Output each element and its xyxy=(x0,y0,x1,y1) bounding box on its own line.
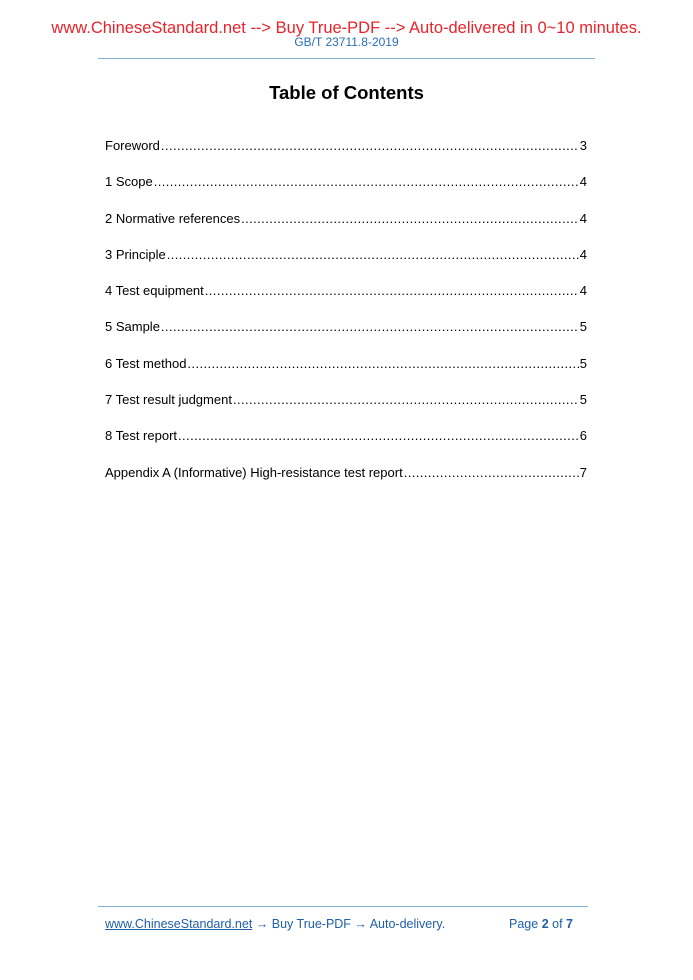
toc-entry[interactable] xyxy=(105,391,587,427)
toc-entry-label[interactable]: 7 Test result judgment xyxy=(105,392,232,408)
toc-entry[interactable] xyxy=(105,355,587,391)
page-indicator xyxy=(509,916,573,932)
footer-promo-text: → Buy True-PDF → Auto-delivery. xyxy=(252,917,446,931)
footer-divider xyxy=(98,906,588,907)
toc-entry-page[interactable]: 6 xyxy=(579,428,587,444)
toc-entry-label[interactable]: Appendix A (Informative) High-resistance test report xyxy=(105,464,403,480)
toc-entry-page[interactable]: 4 xyxy=(579,246,587,262)
toc-dot-leader xyxy=(205,282,579,300)
toc-entry-page[interactable]: 5 xyxy=(579,392,587,408)
promo-banner[interactable]: www.ChineseStandard.net --> Buy True-PDF --> Auto-delivered in 0~10 minutes. xyxy=(51,19,642,37)
table-of-contents xyxy=(105,137,587,500)
toc-entry-label[interactable]: 2 Normative references xyxy=(105,210,241,226)
footer-site-link[interactable]: www.ChineseStandard.net xyxy=(105,917,253,931)
header-divider xyxy=(98,58,595,59)
toc-entry[interactable] xyxy=(105,427,587,463)
toc-entry-page[interactable]: 5 xyxy=(579,319,587,335)
toc-entry[interactable] xyxy=(105,173,587,209)
toc-dot-leader xyxy=(233,391,579,409)
toc-dot-leader xyxy=(404,464,579,482)
toc-dot-leader xyxy=(167,246,579,264)
page-word: Page xyxy=(509,917,539,931)
page-total: 7 xyxy=(566,917,573,931)
toc-entry-page[interactable]: 3 xyxy=(579,138,587,153)
toc-entry[interactable] xyxy=(105,137,587,173)
toc-entry-label[interactable]: Foreword xyxy=(105,138,160,153)
toc-entry-page[interactable]: 4 xyxy=(579,174,587,190)
page-current: 2 xyxy=(541,917,549,931)
toc-entry-page[interactable]: 4 xyxy=(579,283,587,299)
page-of: of xyxy=(552,917,563,931)
toc-dot-leader xyxy=(161,318,579,336)
toc-entry[interactable] xyxy=(105,210,587,246)
toc-dot-leader xyxy=(187,355,578,373)
toc-entry[interactable] xyxy=(105,464,587,500)
standard-code: GB/T 23711.8-2019 xyxy=(294,35,399,49)
toc-entry-label[interactable]: 3 Principle xyxy=(105,246,166,262)
toc-entry-page[interactable]: 5 xyxy=(579,355,587,371)
toc-entry-label[interactable]: 6 Test method xyxy=(105,355,187,371)
toc-dot-leader xyxy=(178,427,579,445)
toc-dot-leader xyxy=(241,210,579,228)
toc-entry-label[interactable]: 1 Scope xyxy=(105,174,153,190)
footer-promo xyxy=(105,916,445,932)
toc-entry-label[interactable]: 5 Sample xyxy=(105,319,160,335)
toc-entry-page[interactable]: 4 xyxy=(579,210,587,226)
toc-entry-label[interactable]: 4 Test equipment xyxy=(105,283,204,299)
toc-entry[interactable] xyxy=(105,282,587,318)
toc-entry-page[interactable]: 7 xyxy=(579,464,587,480)
page-title: Table of Contents xyxy=(269,82,424,103)
toc-entry[interactable] xyxy=(105,318,587,354)
toc-dot-leader xyxy=(154,173,579,191)
toc-entry[interactable] xyxy=(105,246,587,282)
toc-entry-label[interactable]: 8 Test report xyxy=(105,428,178,444)
toc-dot-leader xyxy=(161,137,579,155)
